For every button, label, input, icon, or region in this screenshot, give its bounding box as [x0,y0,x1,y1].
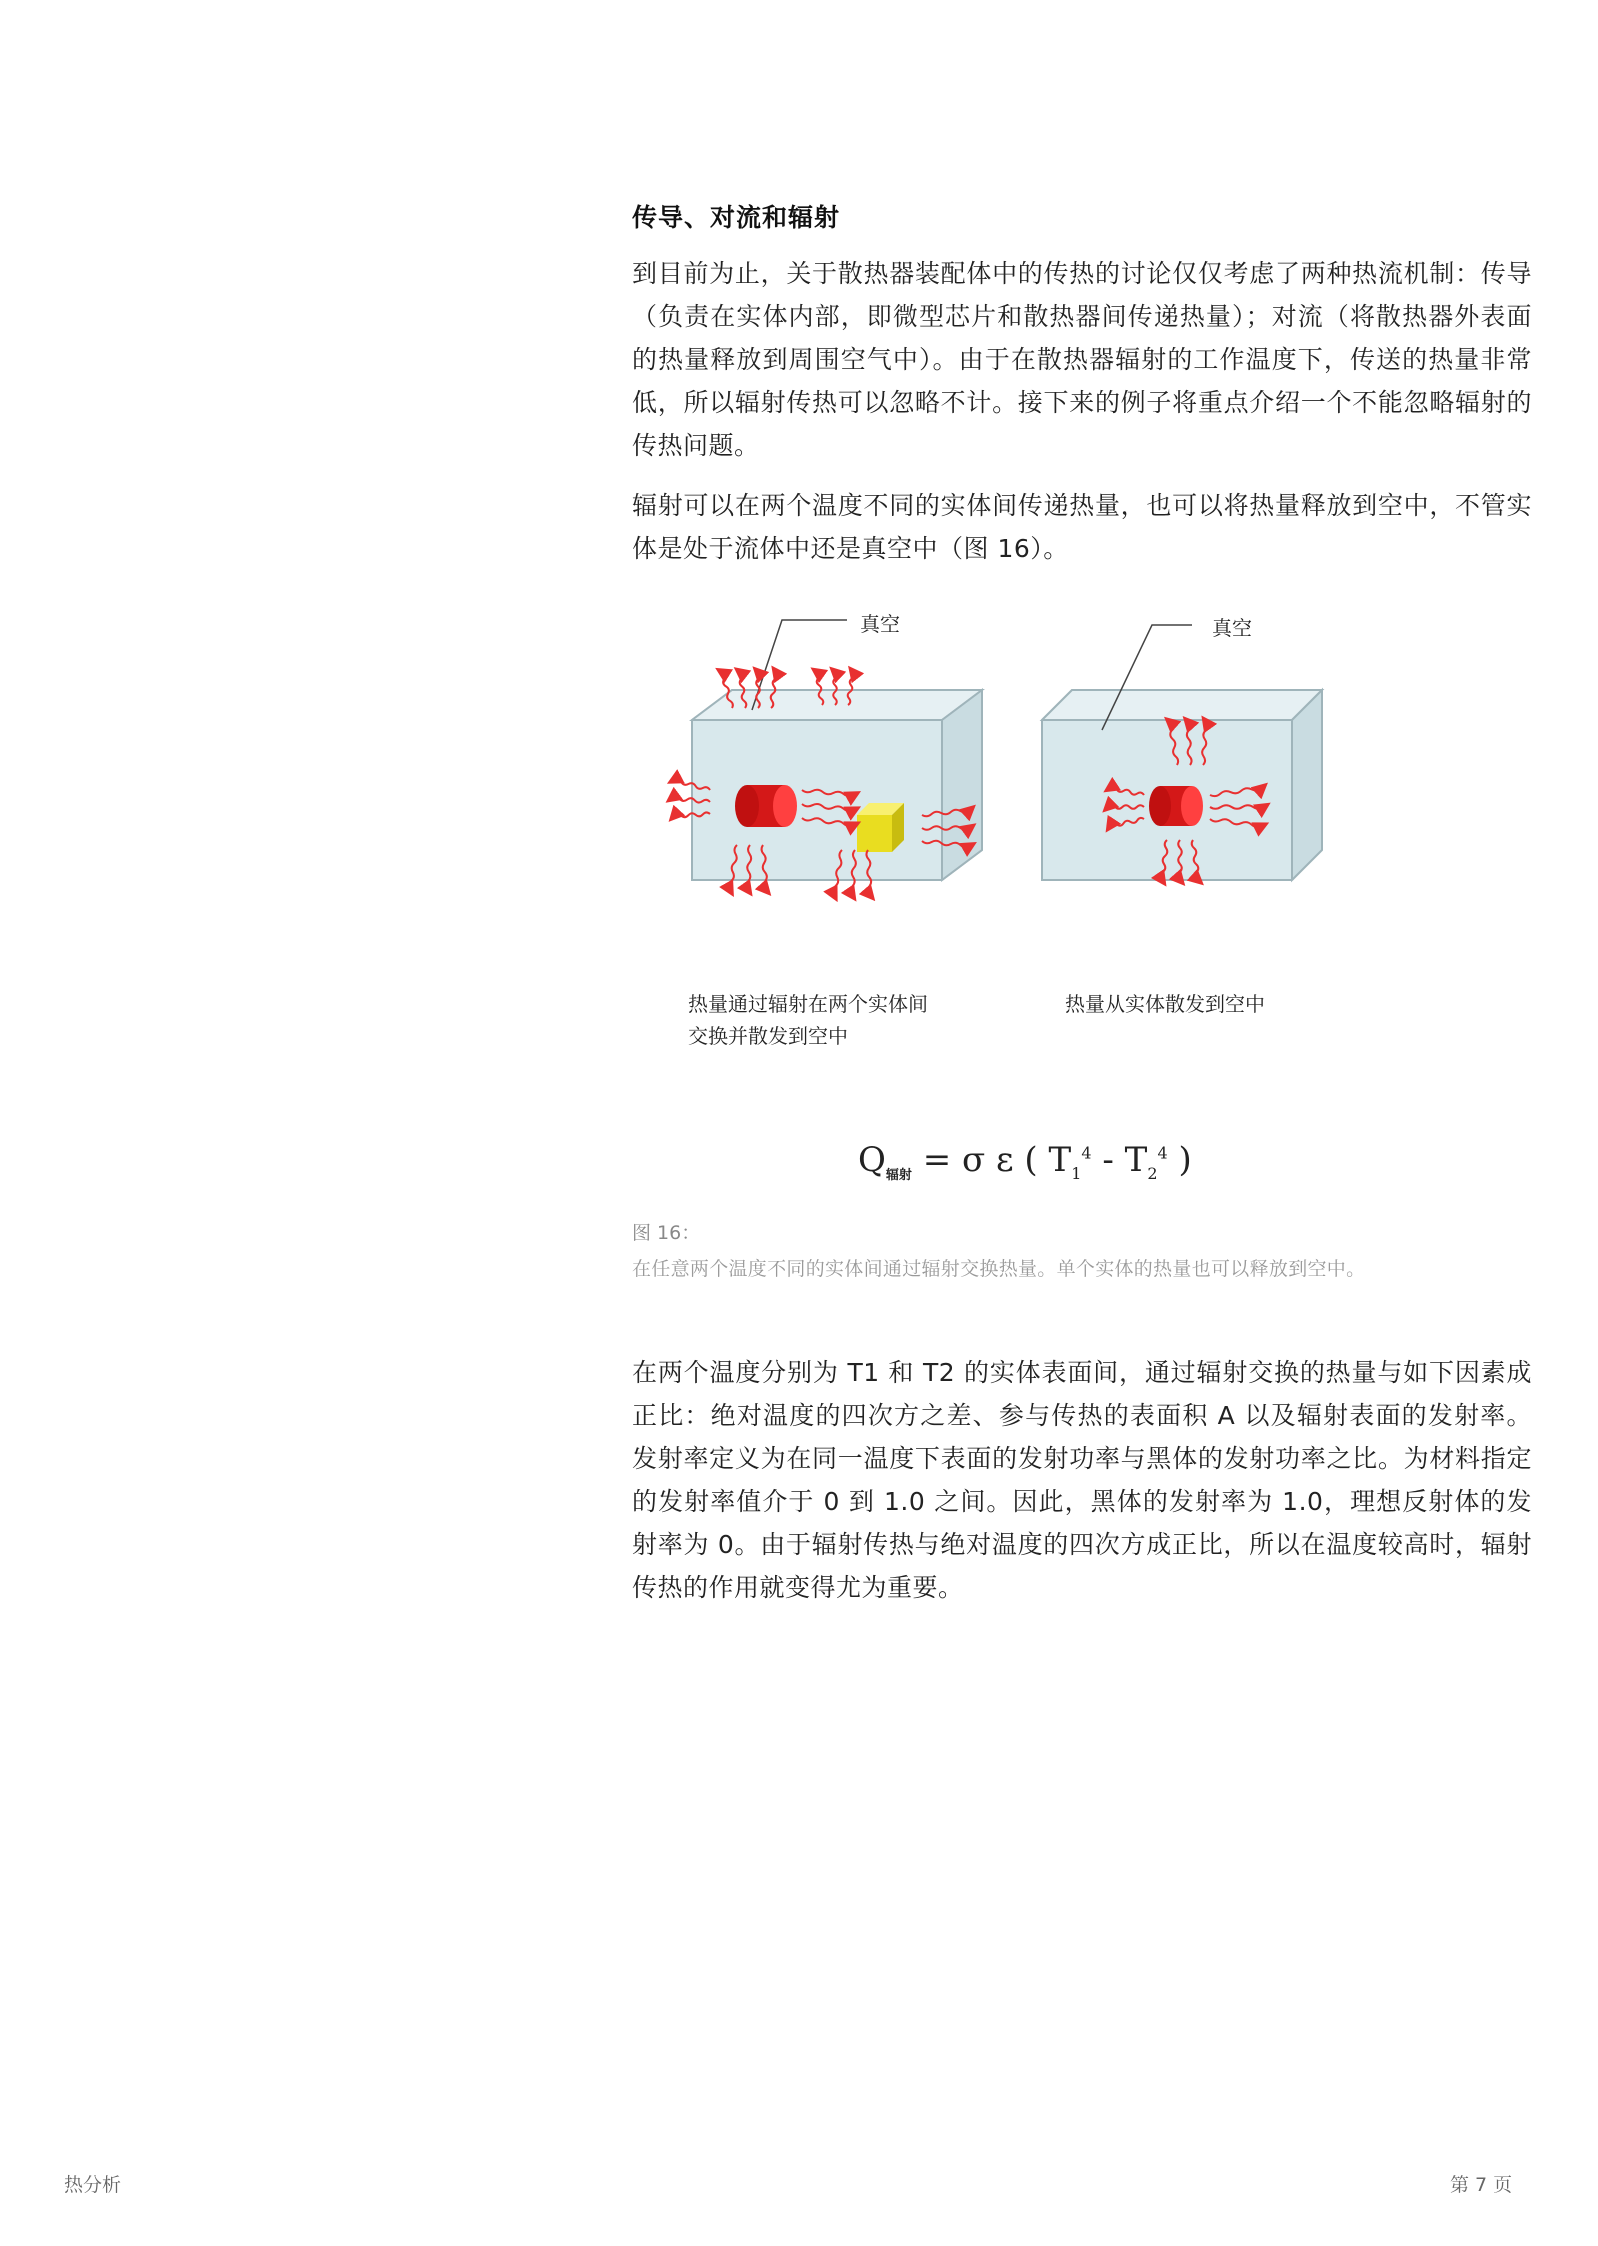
cylinder-solid [735,785,797,827]
paragraph-intro: 到目前为止，关于散热器装配体中的传热的讨论仅仅考虑了两种热流机制：传导（负责在实体内部，即微型芯片和散热器间传递热量）；对流（将散热器外表面的热量释放到周围空气中）。由于在散热器辐射的工作温度下，传送的热量非常低，所以辐射传热可以忽略不计。接下来的例子将重点介绍一个不能忽略辐射的传热问题。 [632,259,1532,460]
footer-page-number: 第 7 页 [1450,2174,1513,2196]
figure-16 [632,590,1532,1290]
cylinder-solid-right [1149,786,1203,826]
formula-t2-sub: 2 [1147,1163,1158,1183]
paragraph-emissivity: 在两个温度分别为 T1 和 T2 的实体表面间，通过辐射交换的热量与如下因素成正比：绝对温度的四次方之差、参与传热的表面积 A 以及辐射表面的发射率。发射率定义为在同一温度下表面的发射功率与黑体的发射功率之比。为材料指定的发射率值介于 0 到 1.0 之间。因此，黑体的发射率为 1.0，理想反射体的发射率为 0。由于辐射传热与绝对温度的四次方成正比，所以在温度较高时，辐射传热的作用就变得尤为重要。 [632,1358,1532,1602]
left-caption-line1: 热量通过辐射在两个实体间 [688,992,928,1016]
formula-t1-sup: 4 [1081,1143,1092,1163]
radiation-diagram [632,590,1532,1290]
formula-q: Q [858,1140,886,1180]
formula-t2-sup: 4 [1157,1143,1168,1163]
figure-caption-title: 图 16： [632,1222,701,1244]
formula-end: ) [1167,1140,1192,1180]
left-caption-line2: 交换并散发到空中 [688,1024,848,1048]
paragraph-radiation: 辐射可以在两个温度不同的实体间传递热量，也可以将热量释放到空中，不管实体是处于流体中还是真空中（图 16）。 [632,491,1532,563]
right-caption: 热量从实体散发到空中 [1065,992,1265,1016]
vacuum-label-left: 真空 [860,612,900,636]
left-caption [688,988,928,1052]
section-heading: 传导、对流和辐射 [632,203,841,232]
formula-q-sub: 辐射 [885,1167,912,1183]
formula-minus: - T [1091,1140,1148,1180]
footer-doc-title: 热分析 [64,2174,122,2196]
figure-caption-text: 在任意两个温度不同的实体间通过辐射交换热量。单个实体的热量也可以释放到空中。 [632,1258,1366,1280]
cube-solid [857,803,904,852]
formula-t1-sub: 1 [1071,1163,1082,1183]
formula-rhs: = σ ε ( T [911,1140,1072,1180]
radiation-formula [858,1140,1192,1183]
vacuum-label-right: 真空 [1212,616,1252,640]
